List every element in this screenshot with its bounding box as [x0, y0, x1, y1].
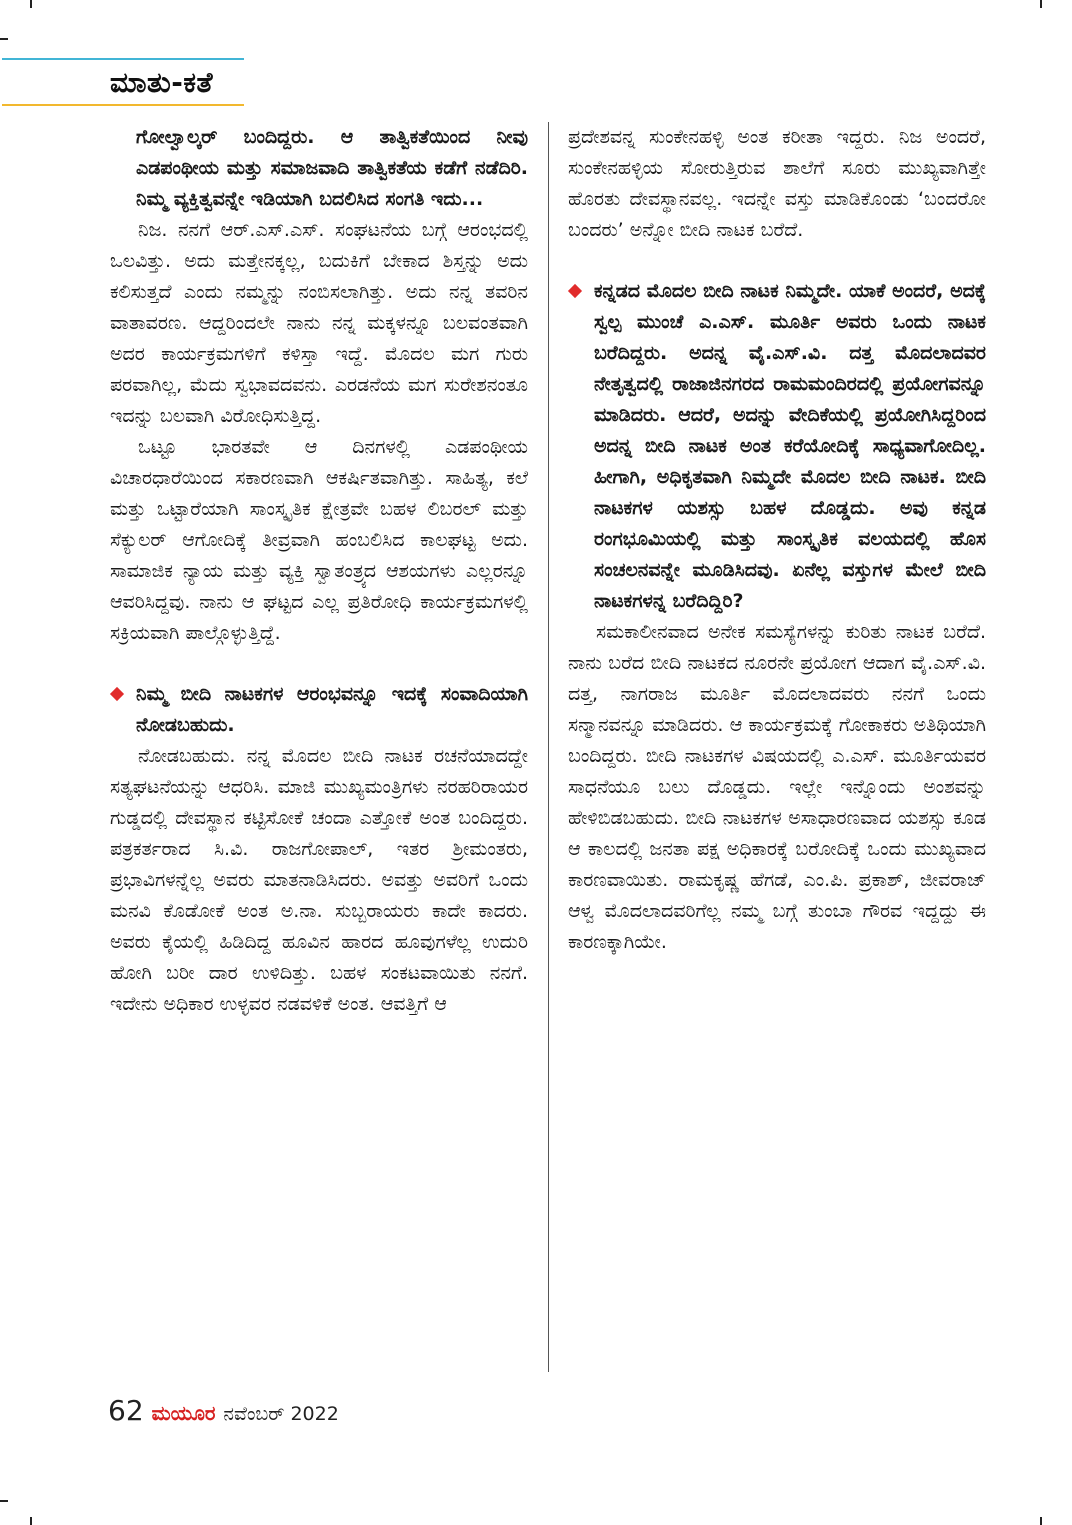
header-rule-yellow [2, 104, 244, 106]
answer-paragraph: ಒಟ್ಟೂ ಭಾರತವೇ ಆ ದಿನಗಳಲ್ಲಿ ಎಡಪಂಥೀಯ ವಿಚಾರಧಾರೆಯಿಂದ ಸಕಾರಣವಾಗಿ ಆಕರ್ಷಿತವಾಗಿತ್ತು. ಸಾಹಿತ್ಯ, ಕಲೆ ಮತ್ತು ಒಟ್ಟಾರೆಯಾಗಿ ಸಾಂಸ್ಕೃತಿಕ ಕ್ಷೇತ್ರವೇ ಬಹಳ ಲಿಬರಲ್ ಮತ್ತು ಸೆಕ್ಯುಲರ್ ಆಗೋದಿಕ್ಕೆ ತೀವ್ರವಾಗಿ ಹಂಬಲಿಸಿದ ಕಾಲಘಟ್ಟ ಅದು. ಸಾಮಾಜಿಕ ನ್ಯಾಯ ಮತ್ತು ವ್ಯಕ್ತಿ ಸ್ವಾತಂತ್ರ್ಯದ ಆಶಯಗಳು ಎಲ್ಲರನ್ನೂ ಆವರಿಸಿದ್ದವು. ನಾನು ಆ ಘಟ್ಟದ ಎಲ್ಲ ಪ್ರತಿರೋಧಿ ಕಾರ್ಯಕ್ರಮಗಳಲ್ಲಿ ಸಕ್ರಿಯವಾಗಿ ಪಾಲ್ಗೊಳ್ಳುತ್ತಿದ್ದೆ. [110, 436, 528, 644]
interview-question [110, 679, 528, 741]
question-text: ನಿಮ್ಮ ಬೀದಿ ನಾಟಕಗಳ ಆರಂಭವನ್ನೂ ಇದಕ್ಕೆ ಸಂವಾದಿಯಾಗಿ ನೋಡಬಹುದು. [136, 683, 528, 736]
right-column [568, 122, 986, 958]
answer-paragraph: ಸಮಕಾಲೀನವಾದ ಅನೇಕ ಸಮಸ್ಯೆಗಳನ್ನು ಕುರಿತು ನಾಟಕ ಬರೆದೆ. ನಾನು ಬರೆದ ಬೀದಿ ನಾಟಕದ ನೂರನೇ ಪ್ರಯೋಗ ಆದಾಗ ವೈ.ಎಸ್.ವಿ. ದತ್ತ, ನಾಗರಾಜ ಮೂರ್ತಿ ಮೊದಲಾದವರು ನನಗೆ ಒಂದು ಸನ್ಮಾನವನ್ನೂ ಮಾಡಿದರು. ಆ ಕಾರ್ಯಕ್ರಮಕ್ಕೆ ಗೋಕಾಕರು ಅತಿಥಿಯಾಗಿ ಬಂದಿದ್ದರು. ಬೀದಿ ನಾಟಕಗಳ ವಿಷಯದಲ್ಲಿ ಎ.ಎಸ್. ಮೂರ್ತಿಯವರ ಸಾಧನೆಯೂ ಬಲು ದೊಡ್ಡದು. ಇಲ್ಲೇ ಇನ್ನೊಂದು ಅಂಶವನ್ನು ಹೇಳಿಬಿಡಬಹುದು. ಬೀದಿ ನಾಟಕಗಳ ಅಸಾಧಾರಣವಾದ ಯಶಸ್ಸು ಕೂಡ ಆ ಕಾಲದಲ್ಲಿ ಜನತಾ ಪಕ್ಷ ಅಧಿಕಾರಕ್ಕೆ ಬರೋದಿಕ್ಕೆ ಒಂದು ಮುಖ್ಯವಾದ ಕಾರಣವಾಯಿತು. ರಾಮಕೃಷ್ಣ ಹೆಗಡೆ, ಎಂ.ಪಿ. ಪ್ರಕಾಶ್, ಜೀವರಾಜ್ ಆಳ್ವ ಮೊದಲಾದವರಿಗೆಲ್ಲ ನಮ್ಮ ಬಗ್ಗೆ ತುಂಬಾ ಗೌರವ ಇದ್ದದ್ದು ಈ ಕಾರಣಕ್ಕಾಗಿಯೇ. [568, 621, 986, 953]
diamond-bullet-icon [110, 687, 124, 701]
spacer [568, 246, 986, 276]
header-rule-blue [2, 58, 244, 60]
page-number: 62 [108, 1394, 144, 1427]
section-title: ಮಾತು-ಕತೆ [110, 66, 213, 99]
interview-question: ಗೋಲ್ವಾಲ್ಕರ್ ಬಂದಿದ್ದರು. ಆ ತಾತ್ವಿಕತೆಯಿಂದ ನೀವು ಎಡಪಂಥೀಯ ಮತ್ತು ಸಮಾಜವಾದಿ ತಾತ್ವಿಕತೆಯ ಕಡೆಗೆ ನಡೆದಿರಿ. ನಿಮ್ಮ ವ್ಯಕ್ತಿತ್ವವನ್ನೇ ಇಡಿಯಾಗಿ ಬದಲಿಸಿದ ಸಂಗತಿ ಇದು... [136, 126, 528, 210]
question-text: ಕನ್ನಡದ ಮೊದಲ ಬೀದಿ ನಾಟಕ ನಿಮ್ಮದೇ. ಯಾಕೆ ಅಂದರೆ, ಅದಕ್ಕೆ ಸ್ವಲ್ಪ ಮುಂಚೆ ಎ.ಎಸ್. ಮೂರ್ತಿ ಅವರು ಒಂದು ನಾಟಕ ಬರೆದಿದ್ದರು. ಅದನ್ನ ವೈ.ಎಸ್.ವಿ. ದತ್ತ ಮೊದಲಾದವರ ನೇತೃತ್ವದಲ್ಲಿ ರಾಜಾಜಿನಗರದ ರಾಮಮಂದಿರದಲ್ಲಿ ಪ್ರಯೋಗವನ್ನೂ ಮಾಡಿದರು. ಆದರೆ, ಅದನ್ನು ವೇದಿಕೆಯಲ್ಲಿ ಪ್ರಯೋಗಿಸಿದ್ದರಿಂದ ಅದನ್ನ ಬೀದಿ ನಾಟಕ ಅಂತ ಕರೆಯೋದಿಕ್ಕೆ ಸಾಧ್ಯವಾಗೋದಿಲ್ಲ. ಹೀಗಾಗಿ, ಅಧಿಕೃತವಾಗಿ ನಿಮ್ಮದೇ ಮೊದಲ ಬೀದಿ ನಾಟಕ. ಬೀದಿ ನಾಟಕಗಳ ಯಶಸ್ಸು ಬಹಳ ದೊಡ್ಡದು. ಅವು ಕನ್ನಡ ರಂಗಭೂಮಿಯಲ್ಲಿ ಮತ್ತು ಸಾಂಸ್ಕೃತಿಕ ವಲಯದಲ್ಲಿ ಹೊಸ ಸಂಚಲನವನ್ನೇ ಮೂಡಿಸಿದವು. ಏನೆಲ್ಲ ವಸ್ತುಗಳ ಮೇಲೆ ಬೀದಿ ನಾಟಕಗಳನ್ನ ಬರೆದಿದ್ದಿರಿ? [594, 280, 986, 612]
interview-question [568, 276, 986, 617]
crop-mark [1040, 0, 1042, 8]
crop-mark [30, 1517, 32, 1525]
issue-date: ನವೆಂಬರ್ 2022 [223, 1403, 339, 1425]
column-divider [548, 122, 549, 1372]
crop-mark [0, 1500, 8, 1502]
left-column [110, 122, 528, 1020]
diamond-bullet-icon [568, 284, 582, 298]
answer-paragraph: ಪ್ರದೇಶವನ್ನ ಸುಂಕೇನಹಳ್ಳಿ ಅಂತ ಕರೀತಾ ಇದ್ದರು. ನಿಜ ಅಂದರೆ, ಸುಂಕೇನಹಳ್ಳಿಯ ಸೋರುತ್ತಿರುವ ಶಾಲೆಗೆ ಸೂರು ಮುಖ್ಯವಾಗಿತ್ತೇ ಹೊರತು ದೇವಸ್ಥಾನವಲ್ಲ. ಇದನ್ನೇ ವಸ್ತು ಮಾಡಿಕೊಂಡು ‘ಬಂದರೋ ಬಂದರು’ ಅನ್ನೋ ಬೀದಿ ನಾಟಕ ಬರೆದೆ. [568, 126, 986, 241]
answer-paragraph: ನೋಡಬಹುದು. ನನ್ನ ಮೊದಲ ಬೀದಿ ನಾಟಕ ರಚನೆಯಾದದ್ದೇ ಸತ್ಯಘಟನೆಯನ್ನು ಆಧರಿಸಿ. ಮಾಜಿ ಮುಖ್ಯಮಂತ್ರಿಗಳು ನರಹರಿರಾಯರ ಗುಡ್ಡದಲ್ಲಿ ದೇವಸ್ಥಾನ ಕಟ್ಟಿಸೋಕೆ ಚಂದಾ ಎತ್ತೋಕೆ ಅಂತ ಬಂದಿದ್ದರು. ಪತ್ರಕರ್ತರಾದ ಸಿ.ವಿ. ರಾಜಗೋಪಾಲ್, ಇತರ ಶ್ರೀಮಂತರು, ಪ್ರಭಾವಿಗಳನ್ನೆಲ್ಲ ಅವರು ಮಾತನಾಡಿಸಿದರು. ಅವತ್ತು ಅವರಿಗೆ ಒಂದು ಮನವಿ ಕೊಡೋಕೆ ಅಂತ ಅ.ನಾ. ಸುಬ್ಬರಾಯರು ಕಾದೇ ಕಾದರು. ಅವರು ಕೈಯಲ್ಲಿ ಹಿಡಿದಿದ್ದ ಹೂವಿನ ಹಾರದ ಹೂವುಗಳೆಲ್ಲ ಉದುರಿ ಹೋಗಿ ಬರೀ ದಾರ ಉಳಿದಿತ್ತು. ಬಹಳ ಸಂಕಟವಾಯಿತು ನನಗೆ. ಇದೇನು ಅಧಿಕಾರ ಉಳ್ಳವರ ನಡವಳಿಕೆ ಅಂತ. ಆವತ್ತಿಗೆ ಆ [110, 745, 528, 1015]
answer-paragraph: ನಿಜ. ನನಗೆ ಆರ್.ಎಸ್.ಎಸ್. ಸಂಘಟನೆಯ ಬಗ್ಗೆ ಆರಂಭದಲ್ಲಿ ಒಲವಿತ್ತು. ಅದು ಮತ್ತೇನಕ್ಕಲ್ಲ, ಬದುಕಿಗೆ ಬೇಕಾದ ಶಿಸ್ತನ್ನು ಅದು ಕಲಿಸುತ್ತದೆ ಎಂದು ನಮ್ಮನ್ನು ನಂಬಿಸಲಾಗಿತ್ತು. ಅದು ನನ್ನ ತವರಿನ ವಾತಾವರಣ. ಆದ್ದರಿಂದಲೇ ನಾನು ನನ್ನ ಮಕ್ಕಳನ್ನೂ ಬಲವಂತವಾಗಿ ಅದರ ಕಾರ್ಯಕ್ರಮಗಳಿಗೆ ಕಳಿಸ್ತಾ ಇದ್ದೆ. ಮೊದಲ ಮಗ ಗುರು ಪರವಾಗಿಲ್ಲ, ಮೆದು ಸ್ವಭಾವದವನು. ಎರಡನೆಯ ಮಗ ಸುರೇಶನಂತೂ ಇದನ್ನು ಬಲವಾಗಿ ವಿರೋಧಿಸುತ್ತಿದ್ದ. [110, 219, 528, 427]
crop-mark [30, 0, 32, 8]
spacer [110, 649, 528, 679]
page-footer [108, 1394, 339, 1427]
magazine-logo: ಮಯೂರ [151, 1401, 216, 1425]
crop-mark [1040, 1517, 1042, 1525]
crop-mark [0, 38, 8, 40]
